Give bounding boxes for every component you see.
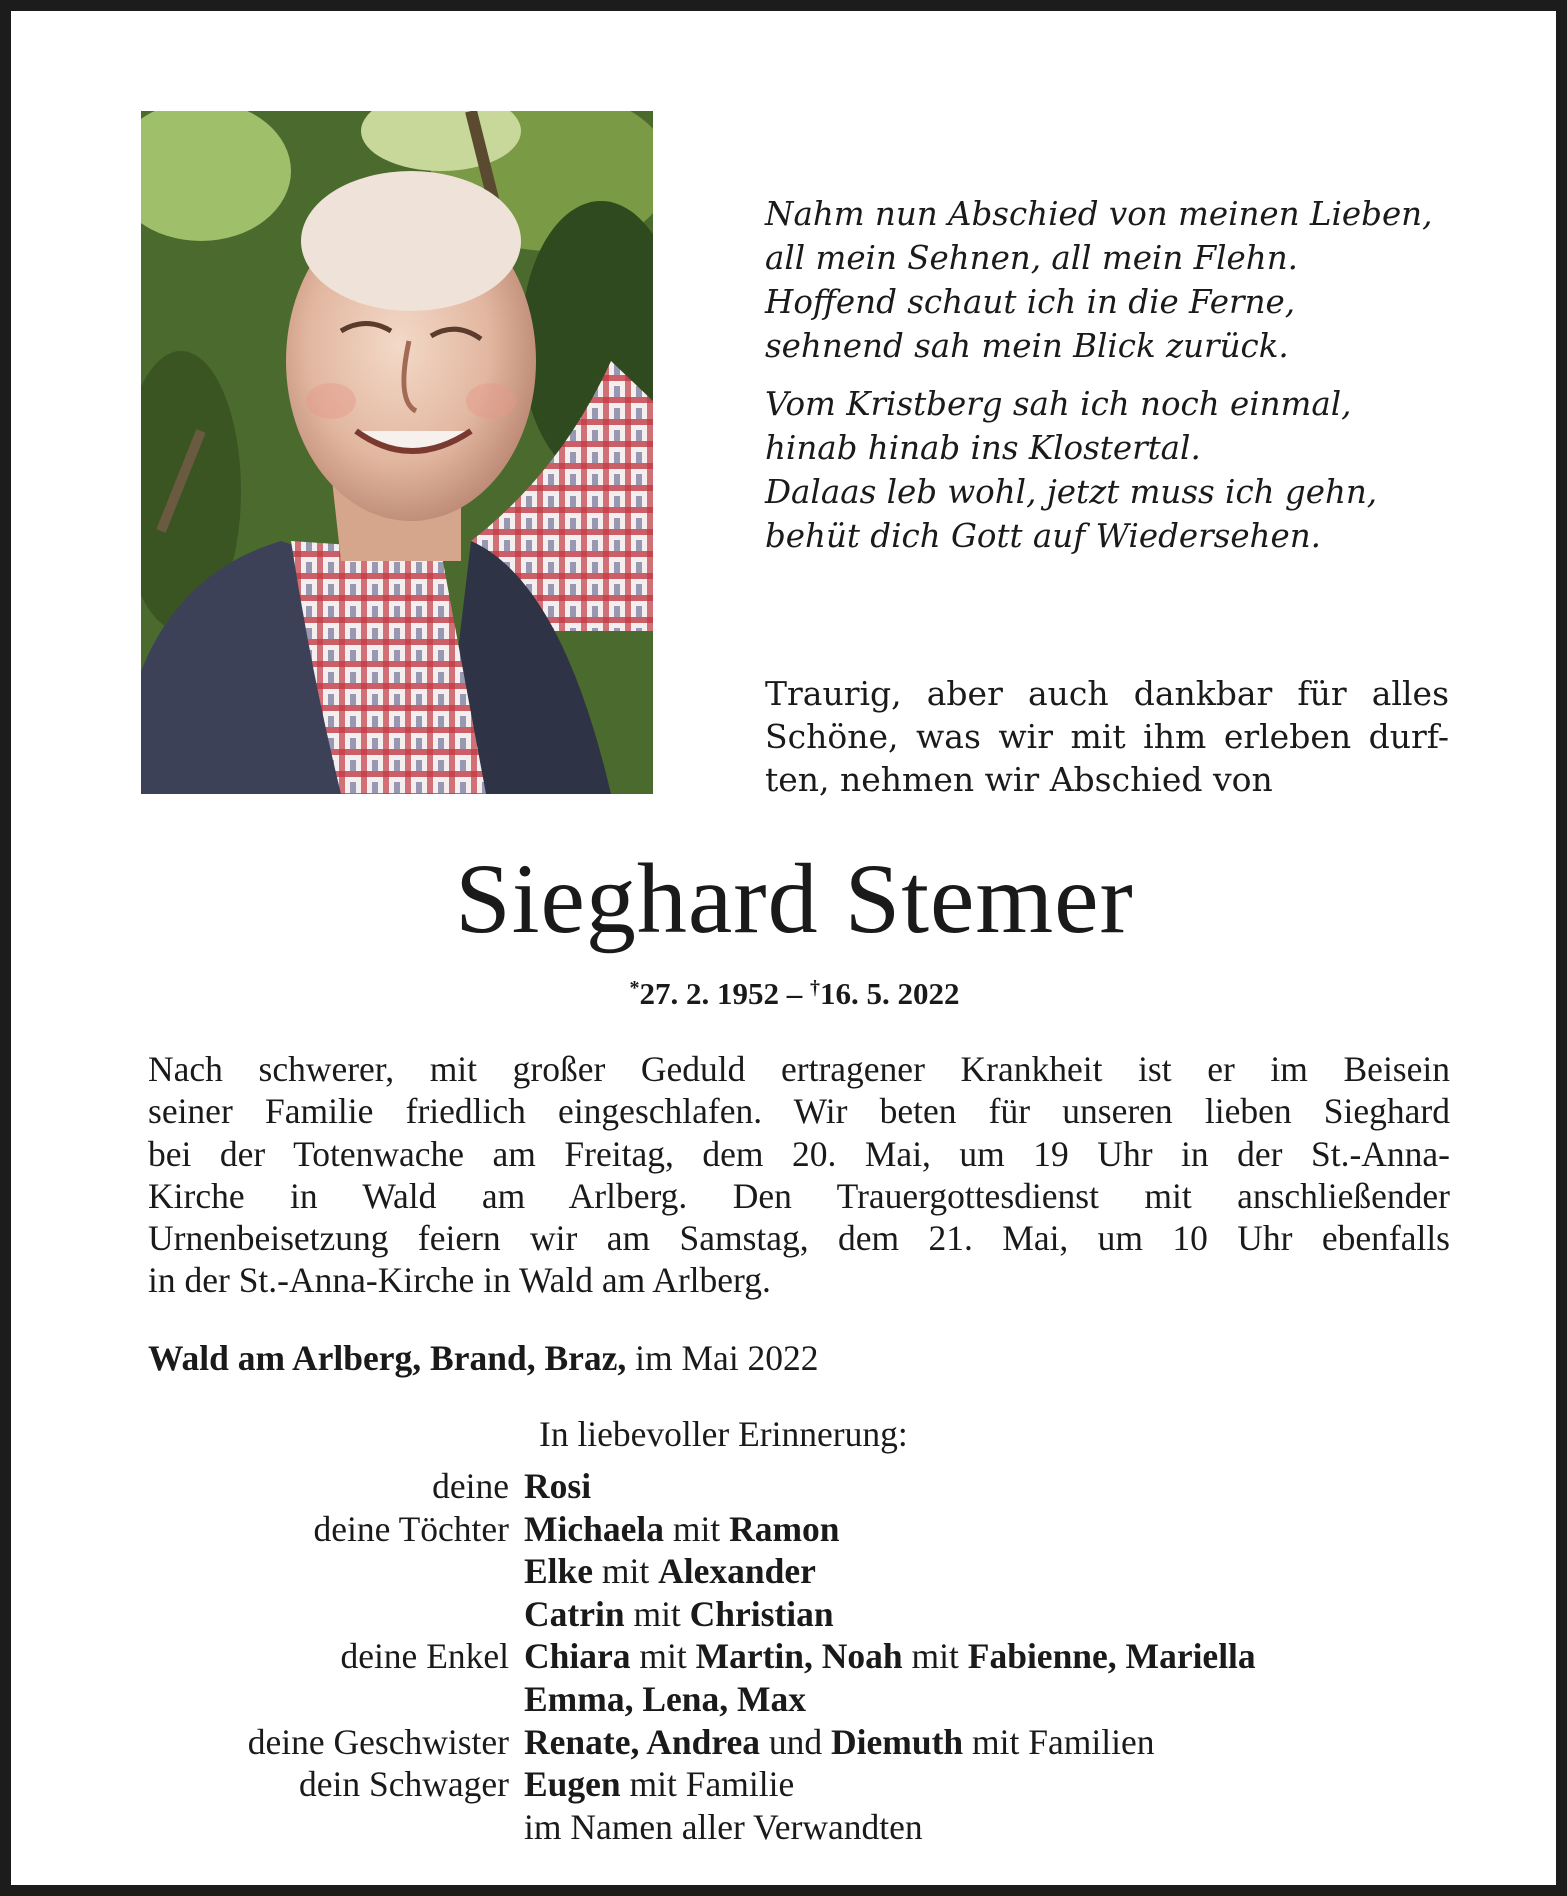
family-member-name: Christian <box>689 1593 834 1634</box>
family-relation: deine Töchter <box>313 1508 509 1549</box>
family-connector: mit <box>902 1636 968 1677</box>
family-row <box>11 1508 1567 1551</box>
family-row <box>11 1593 1567 1636</box>
family-names <box>524 1508 840 1551</box>
family-names <box>524 1763 794 1806</box>
body-line: Kirche in Wald am Arlberg. Den Trauergottesdienst mit anschließender <box>148 1175 1450 1216</box>
family-relation: deine Geschwister <box>247 1721 509 1762</box>
body-line: in der St.-Anna-Kirche in Wald am Arlberg. <box>148 1260 771 1301</box>
family-connector: mit <box>624 1593 690 1634</box>
intro-text <box>765 672 1449 801</box>
family-connector: mit Familien <box>963 1721 1155 1762</box>
family-member-name: Fabienne, Mariella <box>967 1636 1256 1677</box>
family-relation: deine Enkel <box>340 1636 509 1677</box>
family-list <box>11 1465 1567 1848</box>
birth-date: 27. 2. 1952 <box>639 976 779 1011</box>
poem-line: Hoffend schaut ich in die Ferne, <box>765 283 1296 321</box>
poem-line: Nahm nun Abschied von meinen Lieben, <box>765 195 1433 233</box>
month-year: im Mai 2022 <box>626 1338 819 1378</box>
death-date: 16. 5. 2022 <box>820 976 960 1011</box>
poem <box>765 192 1465 572</box>
family-member-name: Eugen <box>524 1764 621 1805</box>
intro-line: ten, nehmen wir Abschied von <box>765 760 1273 799</box>
family-names <box>524 1465 591 1508</box>
family-row <box>11 1550 1567 1593</box>
family-connector: im Namen aller Verwandten <box>524 1806 923 1847</box>
family-relation: deine <box>432 1466 509 1506</box>
poem-line: hinab hinab ins Klostertal. <box>765 429 1201 467</box>
birth-symbol: * <box>629 977 640 999</box>
poem-line: all mein Sehnen, all mein Flehn. <box>765 239 1298 277</box>
family-row <box>11 1678 1567 1721</box>
family-member-name: Ramon <box>729 1508 840 1549</box>
family-relation <box>11 1550 524 1593</box>
family-member-name: Emma, Lena, Max <box>524 1678 807 1719</box>
family-names <box>524 1721 1154 1764</box>
poem-stanza <box>765 382 1465 558</box>
family-member-name: Rosi <box>524 1466 592 1506</box>
family-row <box>11 1763 1567 1806</box>
poem-line: sehnend sah mein Blick zurück. <box>765 327 1289 365</box>
poem-stanza <box>765 192 1465 368</box>
family-names <box>524 1593 834 1636</box>
memory-heading: In liebevoller Erinnerung: <box>539 1414 908 1454</box>
family-connector: mit <box>664 1508 730 1549</box>
family-names <box>524 1678 806 1721</box>
family-member-name: Chiara <box>524 1636 631 1677</box>
family-member-name: Renate, Andrea <box>524 1721 761 1762</box>
place-names: Wald am Arlberg, Brand, Braz, <box>148 1338 627 1378</box>
family-row <box>11 1806 1567 1849</box>
family-relation <box>11 1593 524 1636</box>
family-connector: mit Familie <box>620 1764 795 1805</box>
family-names <box>524 1806 923 1849</box>
date-separator: – <box>779 976 810 1011</box>
family-member-name: Alexander <box>658 1551 816 1592</box>
poem-line: behüt dich Gott auf Wiedersehen. <box>765 517 1321 555</box>
intro-line: Traurig, aber auch dankbar für alles <box>765 674 1449 713</box>
death-symbol: † <box>810 977 820 999</box>
family-connector: mit <box>630 1636 696 1677</box>
body-line: Urnenbeisetzung feiern wir am Samstag, dem 21. Mai, um 10 Uhr ebenfalls <box>148 1218 1450 1259</box>
family-row <box>11 1721 1567 1764</box>
family-relation <box>11 1678 524 1721</box>
family-relation <box>11 1806 524 1849</box>
family-connector: mit <box>593 1551 659 1592</box>
family-member-name: Martin, Noah <box>695 1636 903 1677</box>
family-member-name: Elke <box>524 1551 594 1592</box>
life-dates <box>11 968 1567 1014</box>
portrait-photo <box>141 111 653 794</box>
body-line: Nach schwerer, mit großer Geduld ertragener Krankheit ist er im Beisein <box>148 1049 1450 1089</box>
family-row <box>11 1465 1567 1508</box>
family-member-name: Diemuth <box>831 1721 964 1762</box>
family-row <box>11 1635 1567 1678</box>
body-line: seiner Familie friedlich eingeschlafen. Wir beten für unseren lieben Sieghard <box>148 1091 1450 1132</box>
family-connector: und <box>760 1721 832 1762</box>
place-and-date <box>148 1336 819 1380</box>
intro-line: Schöne, was wir mit ihm erleben durf- <box>765 717 1449 756</box>
body-line: bei der Totenwache am Freitag, dem 20. Mai, um 19 Uhr in der St.-Anna- <box>148 1133 1450 1174</box>
family-member-name: Michaela <box>524 1508 664 1549</box>
announcement-body <box>148 1048 1450 1302</box>
deceased-name: Sieghard Stemer <box>455 843 1134 954</box>
family-relation: dein Schwager <box>299 1764 509 1805</box>
poem-line: Dalaas leb wohl, jetzt muss ich gehn, <box>765 473 1378 511</box>
family-names <box>524 1635 1256 1678</box>
poem-line: Vom Kristberg sah ich noch einmal, <box>765 385 1352 423</box>
family-member-name: Catrin <box>524 1593 625 1634</box>
family-names <box>524 1550 816 1593</box>
